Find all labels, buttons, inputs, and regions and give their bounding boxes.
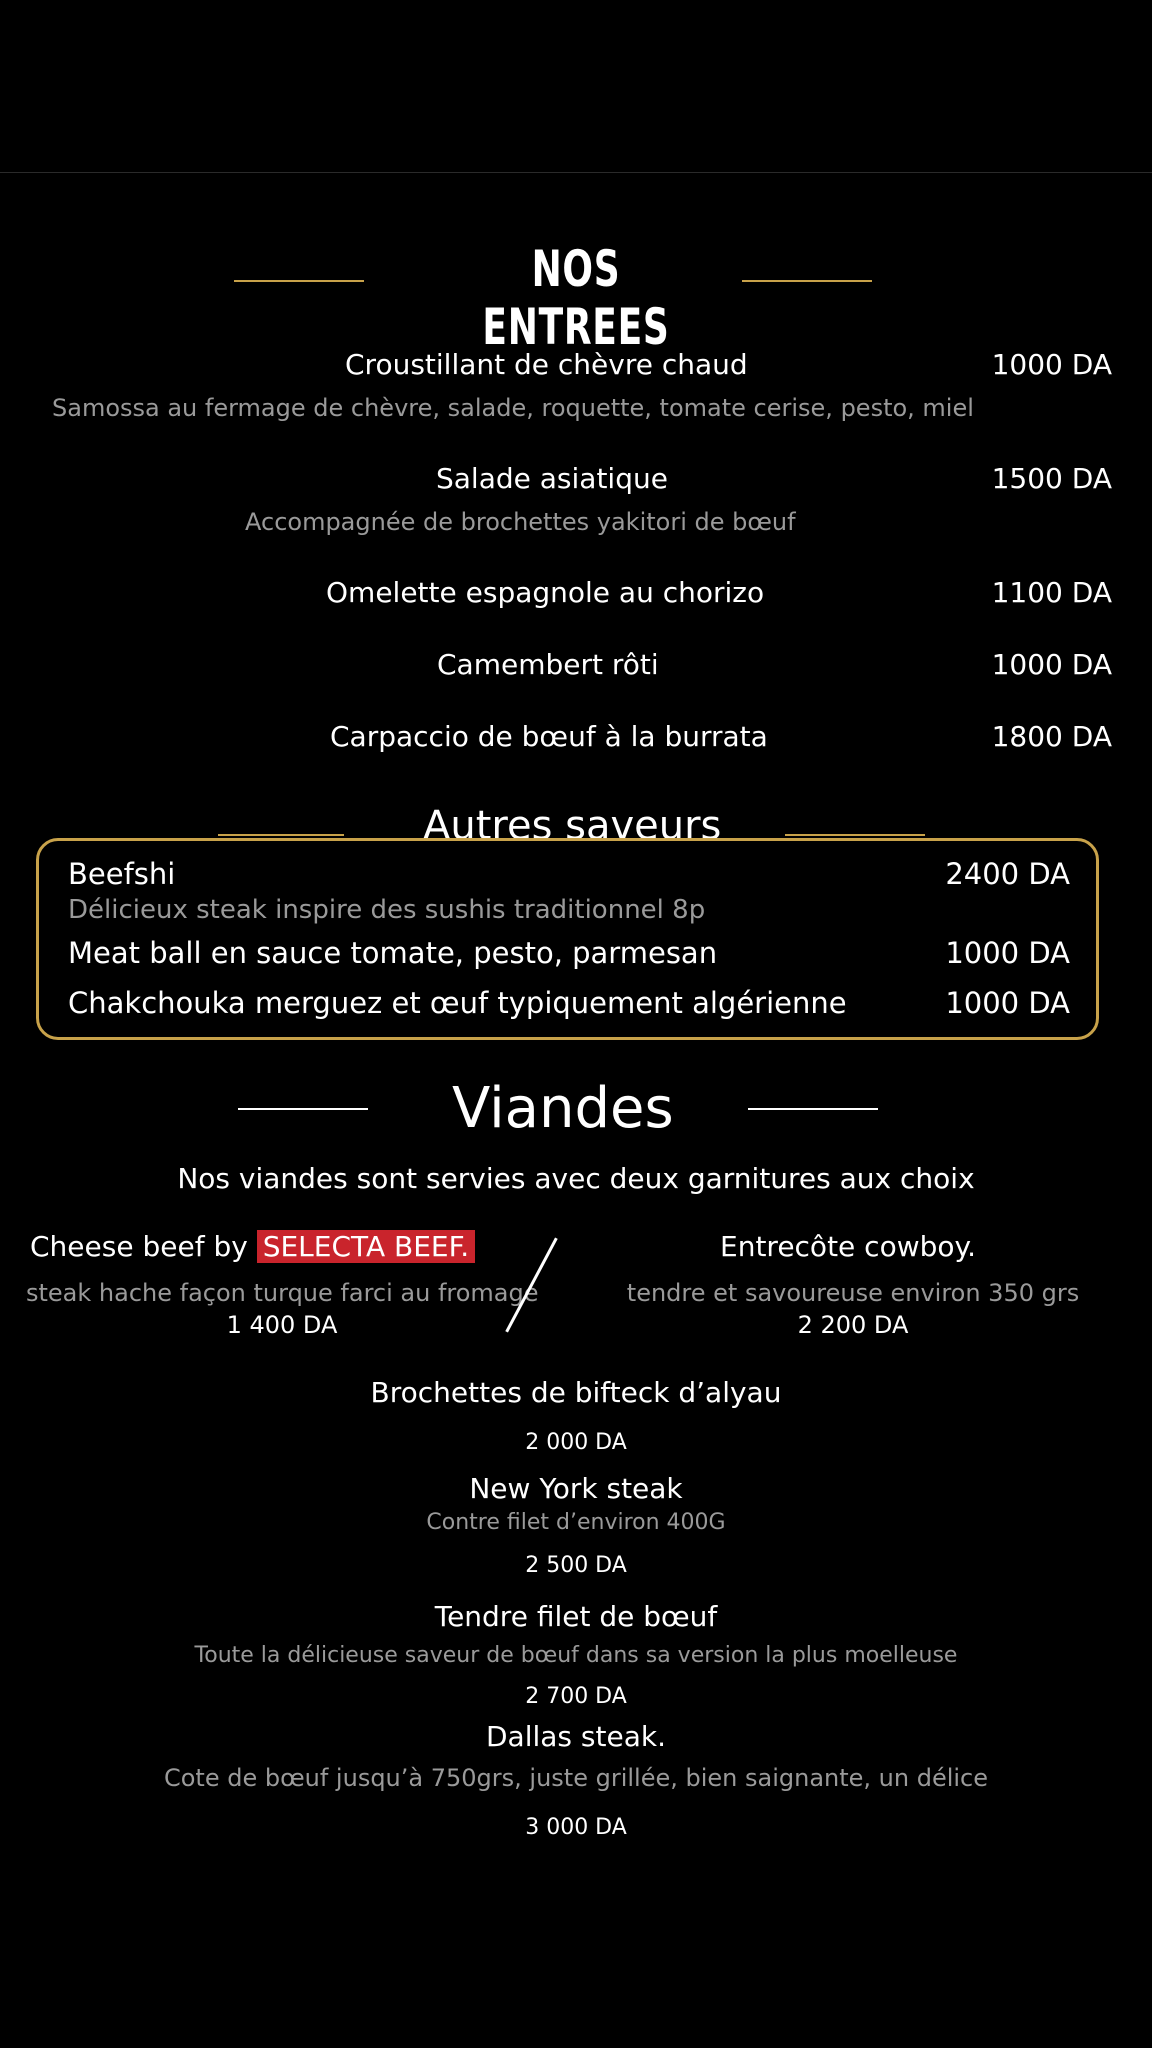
autres-item-price: 1000 DA: [945, 986, 1070, 1020]
meat-price: 2 000 DA: [525, 1430, 627, 1455]
autres-right-rule: [785, 834, 925, 836]
special-left-title: [30, 1230, 475, 1263]
meat-name: Dallas steak.: [486, 1720, 666, 1753]
entree-name: Camembert rôti: [437, 648, 659, 681]
entree-price: 1000 DA: [991, 348, 1112, 381]
viandes-heading: Viandes: [452, 1076, 674, 1141]
autres-item-name: Meat ball en sauce tomate, pesto, parmesan: [68, 936, 718, 970]
entree-name: Croustillant de chèvre chaud: [345, 348, 748, 381]
entree-price: 1800 DA: [991, 720, 1112, 753]
top-divider: [0, 172, 1152, 173]
entree-price: 1100 DA: [991, 576, 1112, 609]
entrees-heading: NOS ENTREES: [482, 240, 670, 356]
viandes-intro: Nos viandes sont servies avec deux garnitures aux choix: [177, 1162, 975, 1195]
entree-desc: Accompagnée de brochettes yakitori de bœuf: [245, 508, 796, 536]
special-right-desc: tendre et savoureuse environ 350 grs: [626, 1279, 1080, 1307]
special-left-desc: steak hache façon turque farci au fromage: [26, 1279, 539, 1307]
special-left-price: 1 400 DA: [226, 1311, 338, 1339]
entree-desc: Samossa au fermage de chèvre, salade, roquette, tomate cerise, pesto, miel: [52, 394, 974, 422]
entrees-left-rule: [234, 280, 364, 282]
meat-desc: Contre filet d’environ 400G: [426, 1510, 726, 1535]
special-left-label: Cheese beef by: [30, 1230, 248, 1263]
autres-item-name: Chakchouka merguez et œuf typiquement algérienne: [68, 986, 847, 1020]
autres-heading: Autres saveurs: [423, 803, 722, 849]
viandes-left-rule: [238, 1108, 368, 1110]
meat-name: Tendre filet de bœuf: [434, 1600, 718, 1633]
entree-name: Carpaccio de bœuf à la burrata: [330, 720, 768, 753]
special-right-title: Entrecôte cowboy.: [720, 1230, 976, 1263]
autres-item-desc: Délicieux steak inspire des sushis traditionnel 8p: [68, 895, 706, 925]
autres-item-price: 2400 DA: [945, 857, 1070, 891]
viandes-right-rule: [748, 1108, 878, 1110]
entrees-right-rule: [742, 280, 872, 282]
entree-name: Omelette espagnole au chorizo: [326, 576, 765, 609]
meat-name: New York steak: [469, 1472, 683, 1505]
meat-price: 2 700 DA: [525, 1684, 627, 1709]
special-right-price: 2 200 DA: [797, 1311, 909, 1339]
meat-name: Brochettes de bifteck d’alyau: [370, 1376, 782, 1409]
autres-left-rule: [218, 834, 344, 836]
entree-price: 1000 DA: [991, 648, 1112, 681]
entree-name: Salade asiatique: [436, 462, 668, 495]
meat-desc: Toute la délicieuse saveur de bœuf dans sa version la plus moelleuse: [194, 1643, 958, 1668]
autres-item-name: Beefshi: [68, 857, 176, 891]
meat-price: 3 000 DA: [525, 1815, 627, 1840]
meat-desc: Cote de bœuf jusqu’à 750grs, juste grillée, bien saignante, un délice: [163, 1764, 989, 1792]
selecta-beef-badge: SELECTA BEEF.: [257, 1230, 475, 1263]
entree-price: 1500 DA: [991, 462, 1112, 495]
meat-price: 2 500 DA: [525, 1553, 627, 1578]
autres-item-price: 1000 DA: [945, 936, 1070, 970]
